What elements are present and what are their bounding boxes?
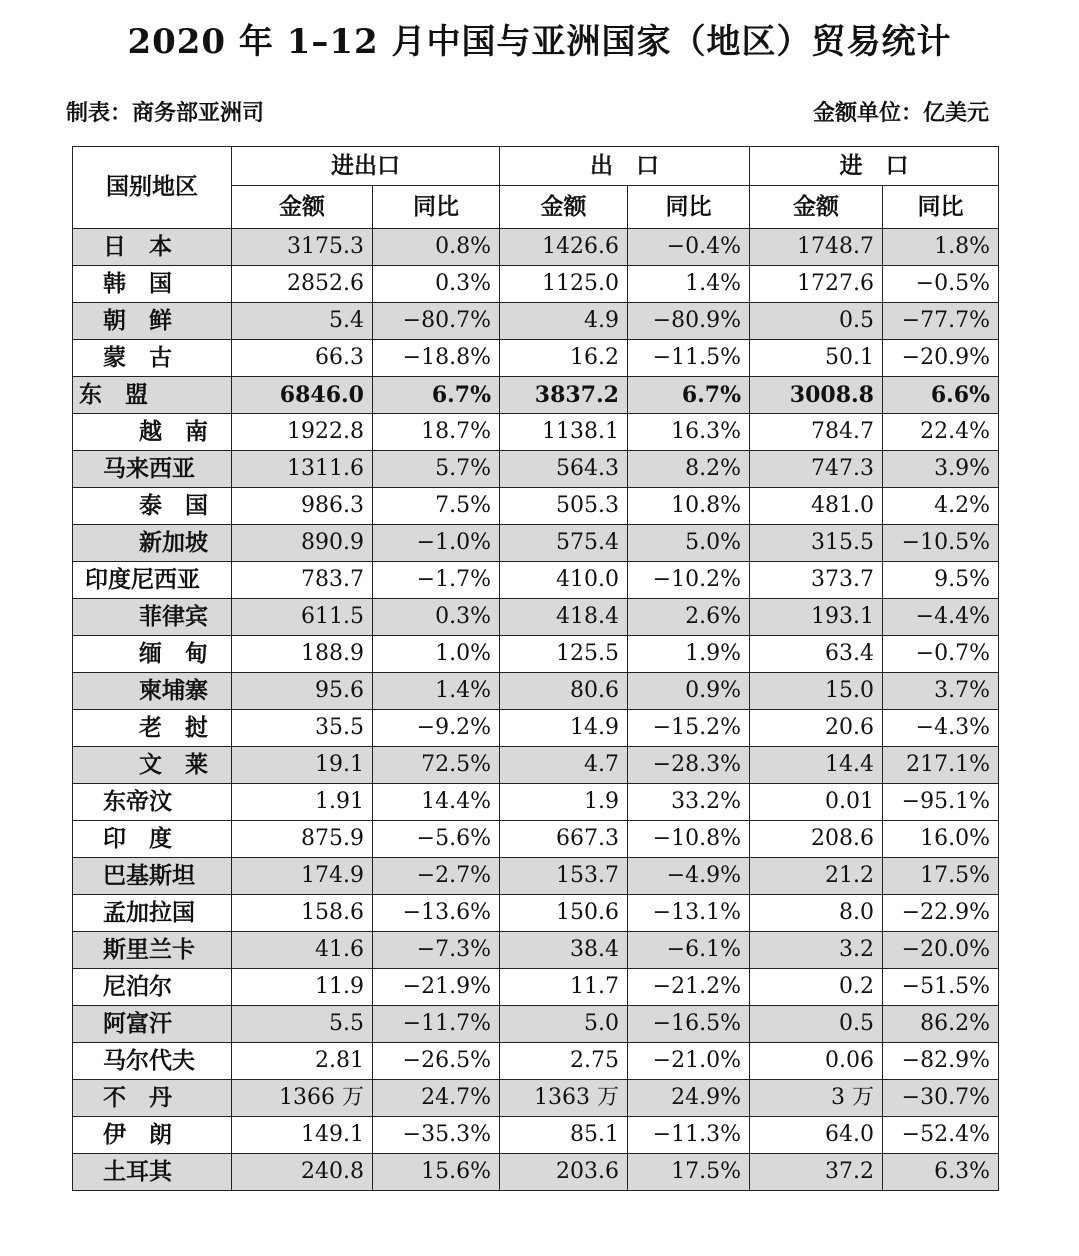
cell-export-amount: 11.7: [500, 969, 628, 1006]
table-row: [73, 821, 999, 858]
region-name: 菲律宾: [73, 599, 232, 636]
cell-total-amount: 1922.8: [232, 414, 373, 451]
cell-export-amount: 575.4: [500, 525, 628, 562]
header-import-amount: 金额: [750, 186, 883, 229]
cell-export-yoy: 17.5%: [628, 1154, 750, 1191]
cell-export-yoy: −21.2%: [628, 969, 750, 1006]
region-name: 斯里兰卡: [73, 932, 232, 969]
cell-import-yoy: −0.7%: [883, 636, 999, 673]
cell-import-amount: 37.2: [750, 1154, 883, 1191]
cell-export-amount: 4.7: [500, 747, 628, 784]
table-row: [73, 488, 999, 525]
header-export: 出 口: [500, 147, 750, 186]
cell-export-amount: 16.2: [500, 340, 628, 377]
cell-export-amount: 410.0: [500, 562, 628, 599]
cell-import-yoy: 3.7%: [883, 673, 999, 710]
cell-import-amount: 193.1: [750, 599, 883, 636]
cell-import-amount: 64.0: [750, 1117, 883, 1154]
cell-total-amount: 783.7: [232, 562, 373, 599]
cell-import-amount: 0.5: [750, 303, 883, 340]
table-row: [73, 784, 999, 821]
region-name: 日 本: [73, 229, 232, 266]
cell-export-amount: 4.9: [500, 303, 628, 340]
cell-export-amount: 418.4: [500, 599, 628, 636]
region-name: 不 丹: [73, 1080, 232, 1117]
cell-import-amount: 3.2: [750, 932, 883, 969]
cell-total-amount: 95.6: [232, 673, 373, 710]
cell-import-amount: 3 万: [750, 1080, 883, 1117]
cell-export-yoy: −4.9%: [628, 858, 750, 895]
cell-total-yoy: −13.6%: [373, 895, 500, 932]
header-total-amount: 金额: [232, 186, 373, 229]
cell-total-amount: 6846.0: [232, 377, 373, 414]
region-name: 柬埔寨: [73, 673, 232, 710]
table-row: [73, 229, 999, 266]
cell-import-yoy: −0.5%: [883, 266, 999, 303]
cell-export-yoy: 33.2%: [628, 784, 750, 821]
cell-import-yoy: −4.3%: [883, 710, 999, 747]
cell-export-yoy: −21.0%: [628, 1043, 750, 1080]
cell-export-amount: 38.4: [500, 932, 628, 969]
table-row: [73, 1154, 999, 1191]
cell-total-yoy: 24.7%: [373, 1080, 500, 1117]
table-row: [73, 1006, 999, 1043]
table-row: [73, 562, 999, 599]
table-row: [73, 673, 999, 710]
cell-total-amount: 611.5: [232, 599, 373, 636]
cell-total-yoy: 1.0%: [373, 636, 500, 673]
table-row: [73, 1080, 999, 1117]
region-name: 土耳其: [73, 1154, 232, 1191]
region-name: 巴基斯坦: [73, 858, 232, 895]
cell-import-amount: 63.4: [750, 636, 883, 673]
cell-import-amount: 0.5: [750, 1006, 883, 1043]
region-name: 泰 国: [73, 488, 232, 525]
table-maker: 制表：商务部亚洲司: [66, 101, 265, 126]
cell-total-yoy: −1.0%: [373, 525, 500, 562]
cell-import-yoy: −52.4%: [883, 1117, 999, 1154]
cell-export-yoy: −0.4%: [628, 229, 750, 266]
header-total: 进出口: [232, 147, 500, 186]
cell-export-amount: 505.3: [500, 488, 628, 525]
cell-import-yoy: 4.2%: [883, 488, 999, 525]
region-name: 新加坡: [73, 525, 232, 562]
table-row: [73, 858, 999, 895]
header-import-yoy: 同比: [883, 186, 999, 229]
table-row: [73, 599, 999, 636]
cell-total-yoy: −1.7%: [373, 562, 500, 599]
cell-total-yoy: −80.7%: [373, 303, 500, 340]
table-body: [73, 229, 999, 1191]
table-row: [73, 340, 999, 377]
cell-total-yoy: 18.7%: [373, 414, 500, 451]
cell-export-yoy: −6.1%: [628, 932, 750, 969]
cell-total-amount: 986.3: [232, 488, 373, 525]
cell-import-yoy: −10.5%: [883, 525, 999, 562]
cell-export-amount: 1.9: [500, 784, 628, 821]
cell-export-amount: 125.5: [500, 636, 628, 673]
header-export-amount: 金额: [500, 186, 628, 229]
cell-total-amount: 875.9: [232, 821, 373, 858]
cell-export-amount: 5.0: [500, 1006, 628, 1043]
cell-export-yoy: −11.5%: [628, 340, 750, 377]
region-name: 缅 甸: [73, 636, 232, 673]
cell-total-yoy: 14.4%: [373, 784, 500, 821]
cell-import-yoy: 17.5%: [883, 858, 999, 895]
cell-total-amount: 2852.6: [232, 266, 373, 303]
cell-import-amount: 21.2: [750, 858, 883, 895]
cell-total-amount: 1.91: [232, 784, 373, 821]
cell-import-amount: 0.06: [750, 1043, 883, 1080]
cell-export-yoy: 16.3%: [628, 414, 750, 451]
cell-total-yoy: 7.5%: [373, 488, 500, 525]
cell-total-amount: 11.9: [232, 969, 373, 1006]
cell-total-yoy: 5.7%: [373, 451, 500, 488]
cell-total-yoy: −5.6%: [373, 821, 500, 858]
cell-import-yoy: 6.3%: [883, 1154, 999, 1191]
table-row: [73, 303, 999, 340]
trade-table: [72, 146, 999, 1191]
cell-total-yoy: 0.3%: [373, 599, 500, 636]
table-row: [73, 1117, 999, 1154]
cell-export-amount: 1426.6: [500, 229, 628, 266]
cell-total-yoy: −21.9%: [373, 969, 500, 1006]
cell-import-amount: 50.1: [750, 340, 883, 377]
cell-total-yoy: 0.3%: [373, 266, 500, 303]
cell-import-amount: 15.0: [750, 673, 883, 710]
cell-total-amount: 5.4: [232, 303, 373, 340]
cell-export-yoy: −13.1%: [628, 895, 750, 932]
region-name: 印度尼西亚: [73, 562, 232, 599]
cell-export-amount: 667.3: [500, 821, 628, 858]
cell-total-amount: 3175.3: [232, 229, 373, 266]
cell-import-yoy: 22.4%: [883, 414, 999, 451]
cell-import-amount: 315.5: [750, 525, 883, 562]
cell-export-amount: 2.75: [500, 1043, 628, 1080]
cell-total-amount: 66.3: [232, 340, 373, 377]
cell-total-yoy: −11.7%: [373, 1006, 500, 1043]
cell-total-yoy: 6.7%: [373, 377, 500, 414]
table-row: [73, 451, 999, 488]
header-export-yoy: 同比: [628, 186, 750, 229]
cell-import-amount: 1727.6: [750, 266, 883, 303]
cell-import-amount: 0.01: [750, 784, 883, 821]
cell-import-yoy: −22.9%: [883, 895, 999, 932]
cell-total-amount: 174.9: [232, 858, 373, 895]
cell-total-yoy: 15.6%: [373, 1154, 500, 1191]
cell-import-yoy: 86.2%: [883, 1006, 999, 1043]
region-name: 孟加拉国: [73, 895, 232, 932]
cell-import-yoy: −95.1%: [883, 784, 999, 821]
cell-export-yoy: −80.9%: [628, 303, 750, 340]
cell-import-amount: 8.0: [750, 895, 883, 932]
region-name: 东帝汶: [73, 784, 232, 821]
cell-total-amount: 5.5: [232, 1006, 373, 1043]
cell-total-yoy: −2.7%: [373, 858, 500, 895]
cell-export-yoy: 8.2%: [628, 451, 750, 488]
cell-total-yoy: 0.8%: [373, 229, 500, 266]
cell-import-amount: 747.3: [750, 451, 883, 488]
cell-export-amount: 85.1: [500, 1117, 628, 1154]
region-name: 阿富汗: [73, 1006, 232, 1043]
cell-total-amount: 149.1: [232, 1117, 373, 1154]
cell-total-yoy: −26.5%: [373, 1043, 500, 1080]
cell-import-yoy: 6.6%: [883, 377, 999, 414]
page-title: 2020 年 1–12 月中国与亚洲国家（地区）贸易统计: [127, 22, 952, 62]
cell-total-yoy: −7.3%: [373, 932, 500, 969]
table-row: [73, 895, 999, 932]
cell-export-yoy: 10.8%: [628, 488, 750, 525]
cell-export-yoy: −28.3%: [628, 747, 750, 784]
cell-total-amount: 1311.6: [232, 451, 373, 488]
header-import: 进 口: [750, 147, 999, 186]
cell-export-amount: 564.3: [500, 451, 628, 488]
cell-export-yoy: 6.7%: [628, 377, 750, 414]
cell-total-yoy: 1.4%: [373, 673, 500, 710]
cell-import-yoy: 217.1%: [883, 747, 999, 784]
cell-export-yoy: 1.4%: [628, 266, 750, 303]
amount-unit: 金额单位：亿美元: [812, 101, 989, 126]
cell-export-amount: 1138.1: [500, 414, 628, 451]
table-row: [73, 969, 999, 1006]
table-row: [73, 636, 999, 673]
cell-import-yoy: −20.9%: [883, 340, 999, 377]
cell-import-amount: 784.7: [750, 414, 883, 451]
region-name: 马尔代夫: [73, 1043, 232, 1080]
cell-total-amount: 890.9: [232, 525, 373, 562]
cell-export-amount: 14.9: [500, 710, 628, 747]
region-name: 伊 朗: [73, 1117, 232, 1154]
cell-export-amount: 1363 万: [500, 1080, 628, 1117]
cell-total-yoy: −35.3%: [373, 1117, 500, 1154]
cell-export-yoy: −16.5%: [628, 1006, 750, 1043]
cell-import-amount: 3008.8: [750, 377, 883, 414]
cell-export-yoy: 24.9%: [628, 1080, 750, 1117]
region-name: 老 挝: [73, 710, 232, 747]
region-name: 越 南: [73, 414, 232, 451]
cell-import-yoy: −77.7%: [883, 303, 999, 340]
cell-total-yoy: 72.5%: [373, 747, 500, 784]
table-row: [73, 266, 999, 303]
cell-import-yoy: −20.0%: [883, 932, 999, 969]
cell-total-amount: 19.1: [232, 747, 373, 784]
cell-import-yoy: −82.9%: [883, 1043, 999, 1080]
region-name: 文 莱: [73, 747, 232, 784]
cell-total-yoy: −18.8%: [373, 340, 500, 377]
cell-export-amount: 1125.0: [500, 266, 628, 303]
header-total-yoy: 同比: [373, 186, 500, 229]
table-row: [73, 710, 999, 747]
cell-import-amount: 14.4: [750, 747, 883, 784]
table-row: [73, 377, 999, 414]
cell-import-amount: 20.6: [750, 710, 883, 747]
cell-export-yoy: −10.8%: [628, 821, 750, 858]
region-name: 马来西亚: [73, 451, 232, 488]
table-row: [73, 525, 999, 562]
cell-import-yoy: −51.5%: [883, 969, 999, 1006]
table-row: [73, 1043, 999, 1080]
region-name: 尼泊尔: [73, 969, 232, 1006]
header-region: 国别地区: [73, 147, 232, 229]
cell-total-amount: 158.6: [232, 895, 373, 932]
cell-import-amount: 1748.7: [750, 229, 883, 266]
cell-export-yoy: −15.2%: [628, 710, 750, 747]
cell-total-amount: 240.8: [232, 1154, 373, 1191]
cell-import-amount: 481.0: [750, 488, 883, 525]
region-name: 印 度: [73, 821, 232, 858]
cell-import-amount: 208.6: [750, 821, 883, 858]
cell-export-amount: 80.6: [500, 673, 628, 710]
cell-export-yoy: 2.6%: [628, 599, 750, 636]
cell-export-yoy: 0.9%: [628, 673, 750, 710]
cell-export-amount: 203.6: [500, 1154, 628, 1191]
cell-import-yoy: −4.4%: [883, 599, 999, 636]
region-name: 朝 鲜: [73, 303, 232, 340]
cell-import-amount: 0.2: [750, 969, 883, 1006]
cell-export-amount: 3837.2: [500, 377, 628, 414]
cell-import-yoy: −30.7%: [883, 1080, 999, 1117]
cell-export-amount: 153.7: [500, 858, 628, 895]
cell-import-yoy: 16.0%: [883, 821, 999, 858]
cell-export-amount: 150.6: [500, 895, 628, 932]
region-name: 韩 国: [73, 266, 232, 303]
table-row: [73, 414, 999, 451]
cell-total-amount: 35.5: [232, 710, 373, 747]
cell-total-yoy: −9.2%: [373, 710, 500, 747]
cell-import-amount: 373.7: [750, 562, 883, 599]
cell-total-amount: 188.9: [232, 636, 373, 673]
cell-total-amount: 41.6: [232, 932, 373, 969]
cell-import-yoy: 9.5%: [883, 562, 999, 599]
region-name: 蒙 古: [73, 340, 232, 377]
cell-import-yoy: 3.9%: [883, 451, 999, 488]
table-row: [73, 932, 999, 969]
region-name: 东 盟: [73, 377, 232, 414]
cell-export-yoy: 1.9%: [628, 636, 750, 673]
cell-export-yoy: 5.0%: [628, 525, 750, 562]
cell-total-amount: 1366 万: [232, 1080, 373, 1117]
cell-export-yoy: −11.3%: [628, 1117, 750, 1154]
cell-total-amount: 2.81: [232, 1043, 373, 1080]
table-row: [73, 747, 999, 784]
cell-export-yoy: −10.2%: [628, 562, 750, 599]
cell-import-yoy: 1.8%: [883, 229, 999, 266]
